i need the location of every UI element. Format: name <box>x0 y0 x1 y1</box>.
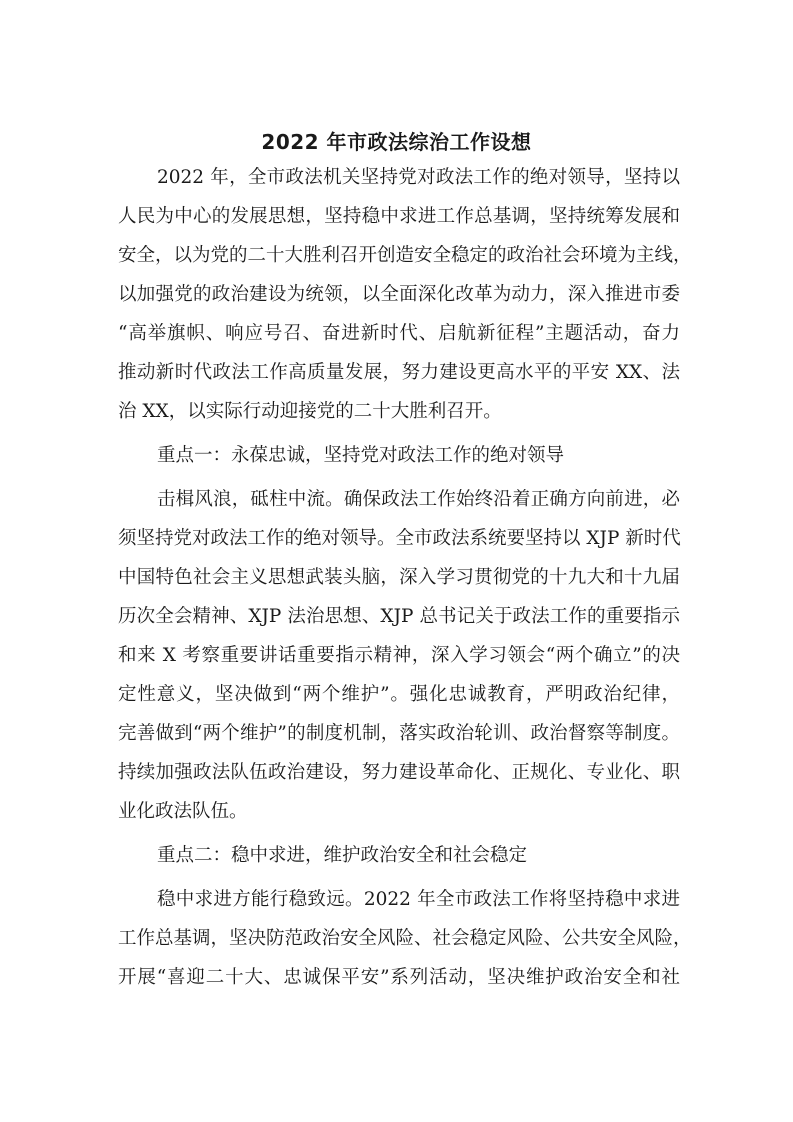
paragraph-2-line-4: 历次全会精神、XJP 法治思想、XJP 总书记关于政法工作的重要指示 <box>118 606 680 627</box>
paragraph-2-line-1: 击楫风浪，砥柱中流。确保政法工作始终沿着正确方向前进，必 <box>157 489 680 510</box>
paragraph-1-line-1: 2022 年，全市政法机关坚持党对政法工作的绝对领导，坚持以 <box>157 167 680 188</box>
paragraph-3-line-2: 工作总基调，坚决防范政治安全风险、社会稳定风险、公共安全风险， <box>118 928 692 949</box>
paragraph-1-line-5: “高举旗帜、响应号召、奋进新时代、启航新征程”主题活动，奋力 <box>118 323 680 344</box>
paragraph-2-line-2: 须坚持党对政法工作的绝对领导。全市政法系统要坚持以 XJP 新时代 <box>118 528 681 549</box>
paragraph-3-line-3: 开展“喜迎二十大、忠诚保平安”系列活动，坚决维护政治安全和社 <box>118 967 680 988</box>
paragraph-2-line-6: 定性意义，坚决做到“两个维护”。强化忠诚教育，严明政治纪律， <box>118 684 680 705</box>
paragraph-3-line-1: 稳中求进方能行稳致远。2022 年全市政法工作将坚持稳中求进 <box>157 889 680 910</box>
document-title: 2022 年市政法综治工作设想 <box>261 130 532 154</box>
paragraph-1-line-4: 以加强党的政治建设为统领，以全面深化改革为动力，深入推进市委 <box>118 284 680 305</box>
paragraph-2-line-7: 完善做到“两个维护”的制度机制，落实政治轮训、政治督察等制度。 <box>118 723 680 744</box>
section-heading-2: 重点二：稳中求进，维护政治安全和社会稳定 <box>157 845 528 866</box>
paragraph-2-line-8: 持续加强政法队伍政治建设，努力建设革命化、正规化、专业化、职 <box>118 762 680 783</box>
section-heading-1: 重点一：永葆忠诚，坚持党对政法工作的绝对领导 <box>157 445 565 466</box>
paragraph-2-line-9: 业化政法队伍。 <box>118 801 248 822</box>
paragraph-1-line-2: 人民为中心的发展思想，坚持稳中求进工作总基调，坚持统筹发展和 <box>118 206 680 227</box>
paragraph-2-line-5: 和来 X 考察重要讲话重要指示精神，深入学习领会“两个确立”的决 <box>118 645 680 666</box>
paragraph-1-line-7: 治 XX，以实际行动迎接党的二十大胜利召开。 <box>118 401 502 422</box>
paragraph-2-line-3: 中国特色社会主义思想武装头脑，深入学习贯彻党的十九大和十九届 <box>118 567 680 588</box>
paragraph-1-line-6: 推动新时代政法工作高质量发展，努力建设更高水平的平安 XX、法 <box>118 362 680 383</box>
paragraph-1-line-3: 安全，以为党的二十大胜利召开创造安全稳定的政治社会环境为主线， <box>118 245 692 266</box>
